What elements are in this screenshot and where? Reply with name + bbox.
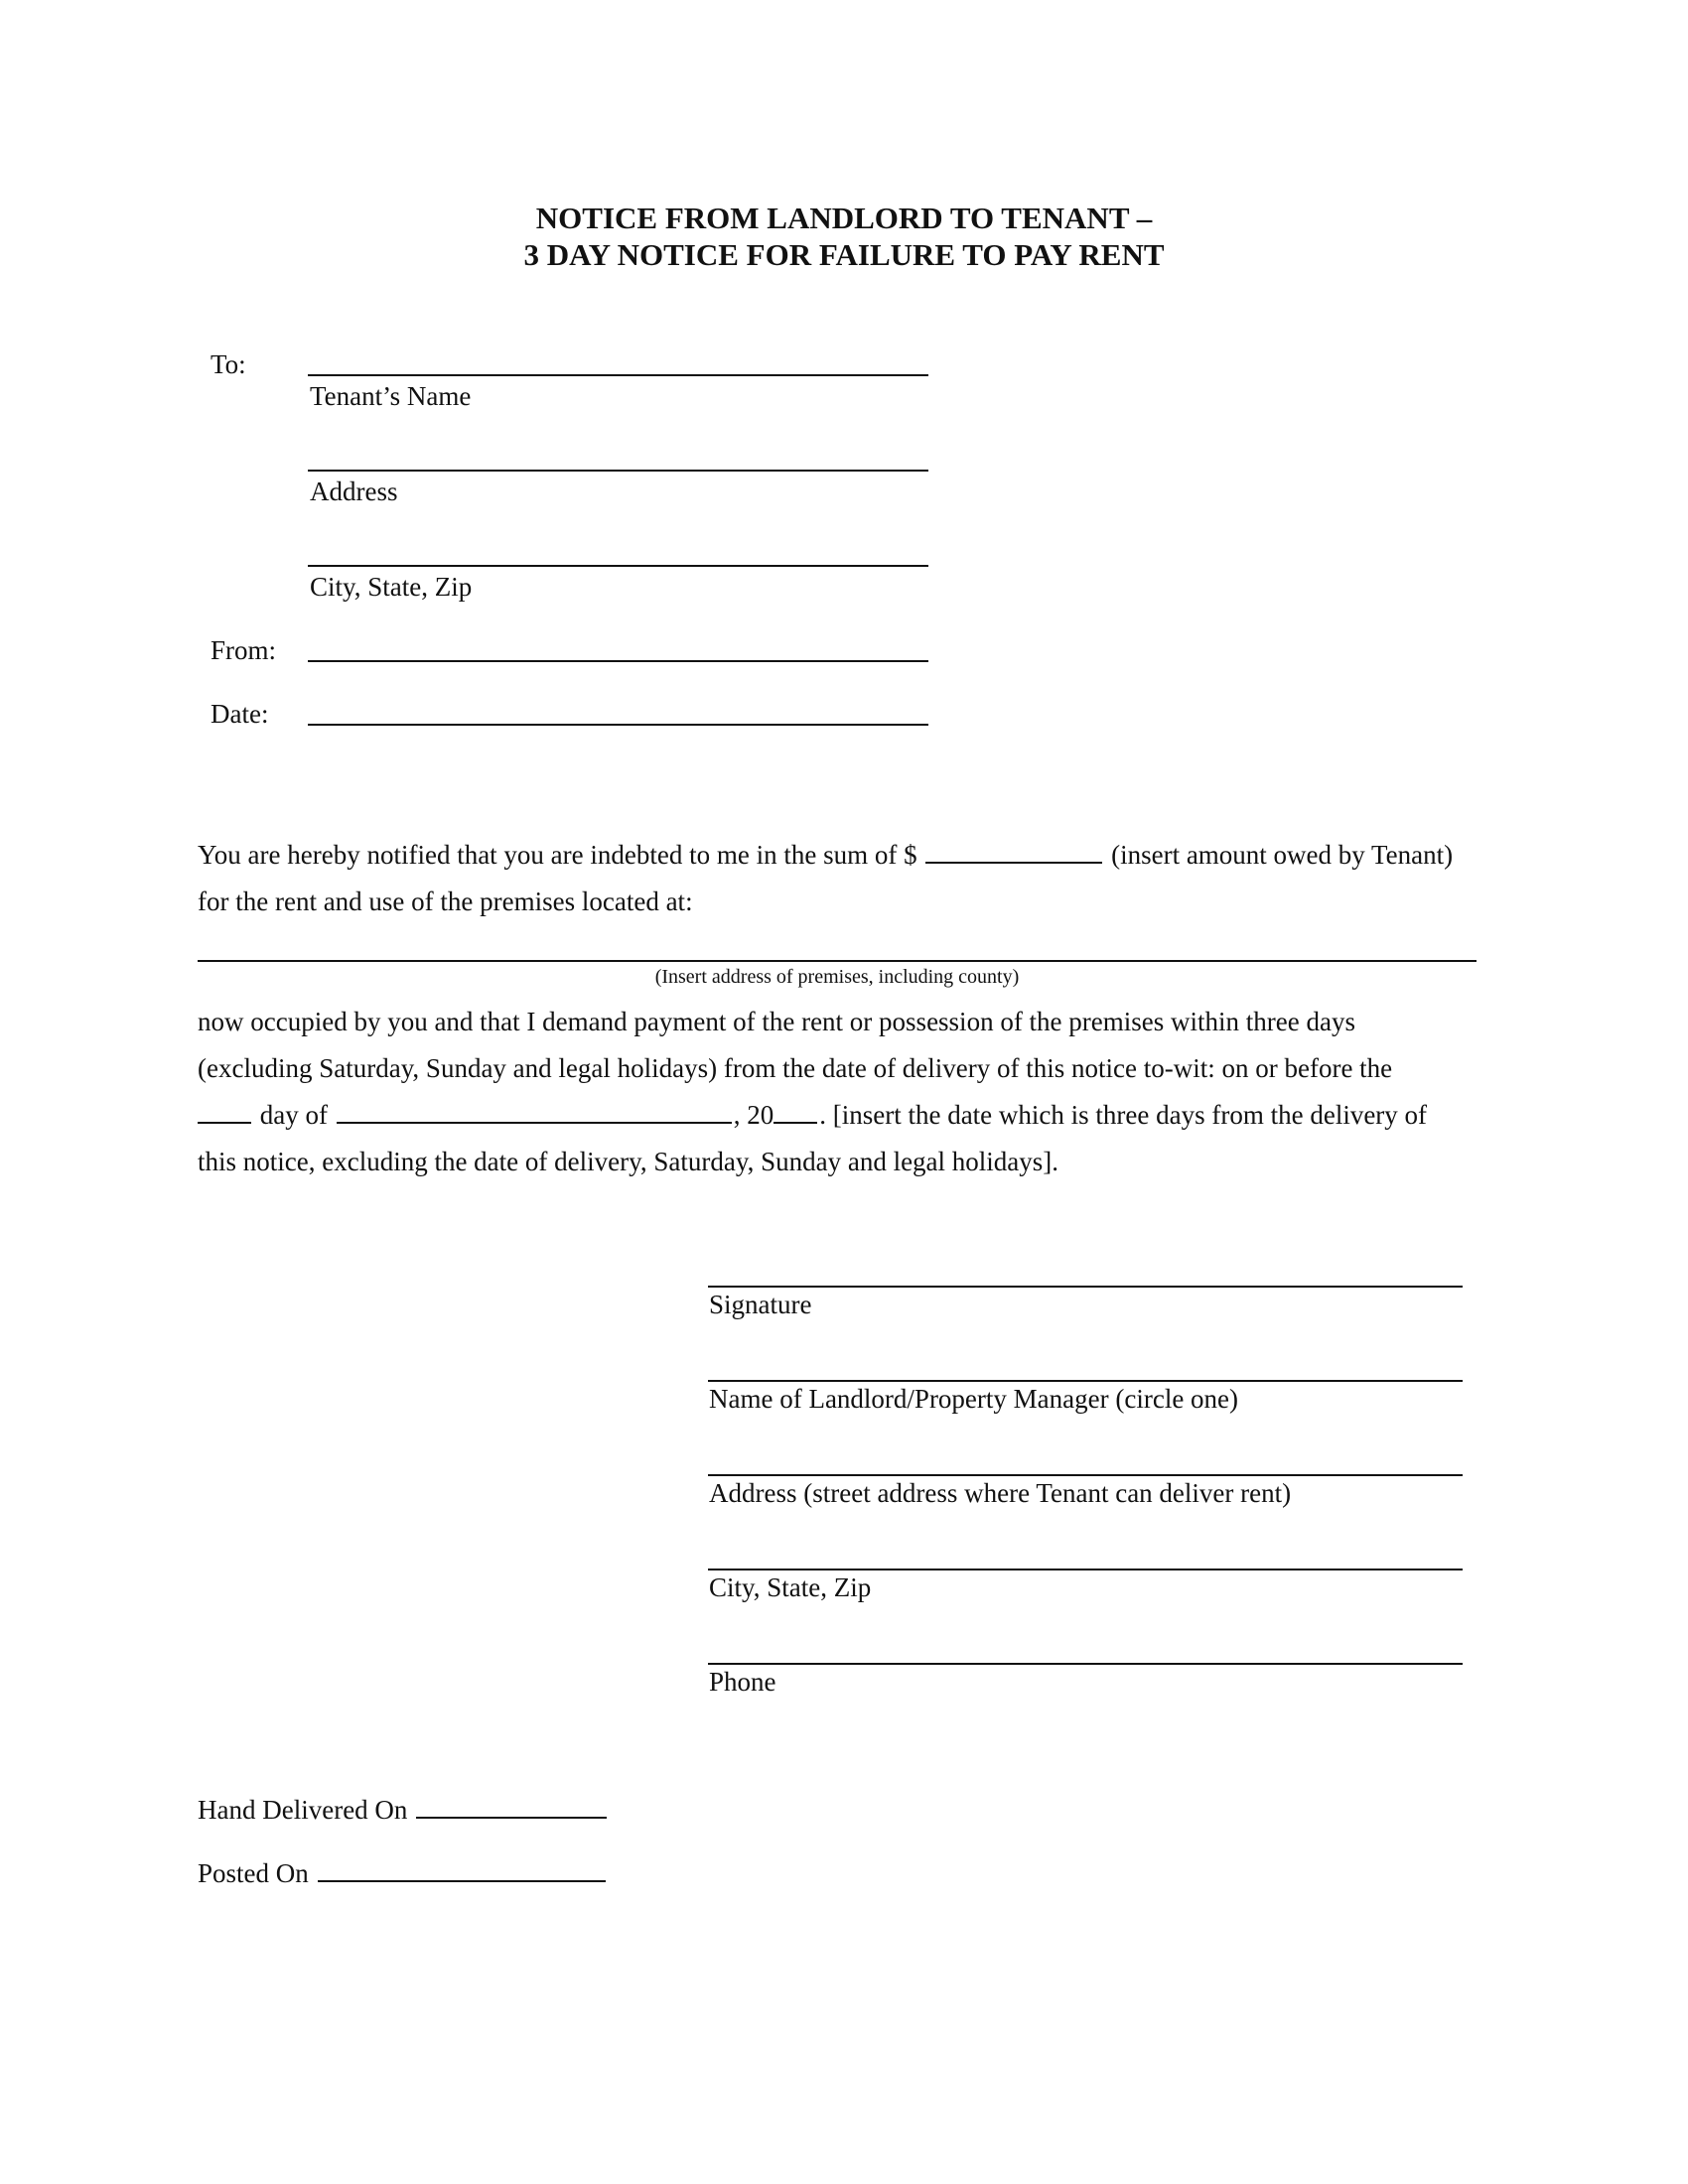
posted-on-field[interactable] bbox=[318, 1860, 606, 1882]
paragraph-2-line-3 bbox=[198, 1099, 1427, 1131]
date-hint-text: . [insert the date which is three days from the delivery of bbox=[819, 1100, 1428, 1130]
tenant-address-field[interactable] bbox=[308, 470, 928, 472]
date-field[interactable] bbox=[308, 724, 928, 726]
due-year-field[interactable] bbox=[774, 1102, 817, 1124]
amount-hint-text: (insert amount owed by Tenant) bbox=[1111, 840, 1454, 870]
paragraph-2-line-4: this notice, excluding the date of delivery, Saturday, Sunday and legal holidays]. bbox=[198, 1147, 1059, 1176]
paragraph-2-line-1: now occupied by you and that I demand payment of the rent or possession of the premises within three days bbox=[198, 1007, 1355, 1036]
date-label: Date: bbox=[211, 699, 269, 729]
landlord-city-field[interactable] bbox=[708, 1569, 1463, 1570]
paragraph-1-line-2: for the rent and use of the premises located at: bbox=[198, 887, 693, 916]
posted-on-label: Posted On bbox=[198, 1858, 309, 1888]
amount-intro-text: You are hereby notified that you are indebted to me in the sum of $ bbox=[198, 840, 917, 870]
hand-delivered-row bbox=[198, 1794, 609, 1826]
hand-delivered-label: Hand Delivered On bbox=[198, 1795, 408, 1825]
landlord-city-caption: City, State, Zip bbox=[709, 1572, 872, 1602]
landlord-phone-caption: Phone bbox=[709, 1667, 776, 1697]
hand-delivered-field[interactable] bbox=[416, 1797, 607, 1819]
to-label: To: bbox=[211, 349, 246, 379]
tenant-city-field[interactable] bbox=[308, 565, 928, 567]
tenant-name-caption: Tenant’s Name bbox=[310, 381, 472, 411]
signature-field[interactable] bbox=[708, 1286, 1463, 1288]
landlord-address-caption: Address (street address where Tenant can deliver rent) bbox=[709, 1478, 1292, 1508]
from-label: From: bbox=[211, 635, 277, 665]
title-line-1: NOTICE FROM LANDLORD TO TENANT – bbox=[535, 201, 1153, 235]
tenant-name-field[interactable] bbox=[308, 374, 928, 376]
tenant-city-caption: City, State, Zip bbox=[310, 572, 473, 602]
due-day-field[interactable] bbox=[198, 1102, 251, 1124]
landlord-name-caption: Name of Landlord/Property Manager (circle one) bbox=[709, 1384, 1239, 1414]
paragraph-2-line-2: (excluding Saturday, Sunday and legal holidays) from the date of delivery of this notice to-wit: on or before the bbox=[198, 1053, 1393, 1083]
title-line-2: 3 DAY NOTICE FOR FAILURE TO PAY RENT bbox=[523, 237, 1165, 272]
landlord-phone-field[interactable] bbox=[708, 1663, 1463, 1665]
premises-address-field[interactable] bbox=[198, 960, 1477, 962]
tenant-address-caption: Address bbox=[310, 477, 398, 506]
landlord-address-field[interactable] bbox=[708, 1474, 1463, 1476]
premises-address-caption: (Insert address of premises, including county) bbox=[654, 966, 1020, 988]
paragraph-1-line-1 bbox=[198, 839, 1453, 871]
from-field[interactable] bbox=[308, 660, 928, 662]
due-month-field[interactable] bbox=[337, 1102, 732, 1124]
posted-on-row bbox=[198, 1857, 608, 1889]
amount-owed-field[interactable] bbox=[925, 842, 1102, 864]
day-of-text: day of bbox=[259, 1100, 328, 1130]
signature-caption: Signature bbox=[709, 1290, 812, 1319]
year-prefix-text: , 20 bbox=[733, 1100, 774, 1130]
landlord-name-field[interactable] bbox=[708, 1380, 1463, 1382]
